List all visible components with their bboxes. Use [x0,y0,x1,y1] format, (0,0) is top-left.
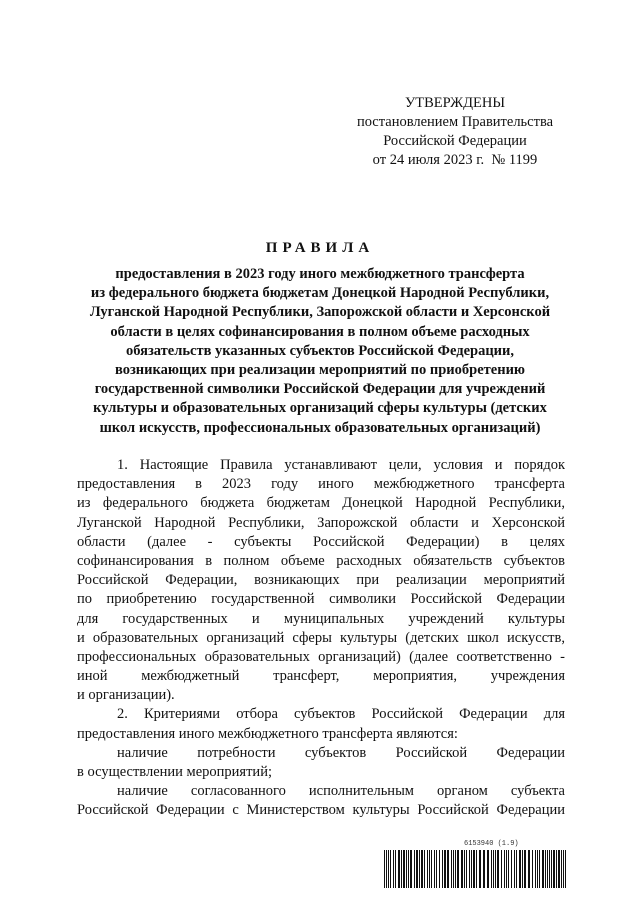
paragraph-1-line: и образовательных организаций сферы культуры (детских школ искусств, [77,629,565,646]
approval-stamp [300,94,610,170]
document-title: ПРАВИЛА [265,240,375,256]
subtitle-line: предоставления в 2023 году иного межбюджетного трансферта [115,266,525,282]
criterion-2-line: Российской Федерации с Министерством культуры Российской Федерации [77,802,565,819]
document-subtitle [40,265,600,438]
paragraph-1-line: и организации). [77,687,175,704]
barcode-code: 6153940 (1.9) [464,840,519,848]
criterion-2-line: наличие согласованного исполнительным органом субъекта [117,783,565,800]
paragraph-1-line: Российской Федерации, возникающих при реализации мероприятий [77,572,565,589]
subtitle-line: государственной символики Российской Федерации для учреждений [94,381,546,398]
subtitle-line: из федерального бюджета бюджетам Донецкой Народной Республики, [90,285,550,302]
subtitle-line: культуры и образовательных организаций сферы культуры (детских [93,400,547,417]
paragraph-1-line: софинансирования в полном объеме расходных обязательств субъектов [77,552,565,569]
paragraph-1-line: из федерального бюджета бюджетам Донецкой Народной Республики, [77,495,565,512]
paragraph-1-line: для государственных и муниципальных учреждений культуры [77,610,565,627]
document-body [77,456,565,821]
approval-decree: постановлением Правительства [356,114,554,130]
paragraph-1-line: иной межбюджетный трансферт, мероприятия, учреждения [77,668,565,685]
barcode-icon [384,850,569,888]
subtitle-line: области в целях софинансирования в полном объеме расходных [110,323,530,340]
paragraph-1-line: области (далее - субъекты Российской Федерации) в целях [77,533,565,550]
criterion-1-line: в осуществлении мероприятий; [77,764,272,780]
approval-date-number: от 24 июля 2023 г. № 1199 [372,152,538,168]
paragraph-1-line: Луганской Народной Республики, Запорожской области и Херсонской [77,514,565,531]
paragraph-1-line: предоставления в 2023 году иного межбюджетного трансферта [77,476,565,493]
paragraph-2-line: 2. Критериями отбора субъектов Российской Федерации для [117,706,565,723]
paragraph-1-line: по приобретению государственной символики Российской Федерации [77,591,565,608]
approval-heading: УТВЕРЖДЕНЫ [404,95,506,111]
barcode [384,840,569,890]
paragraph-2-line: предоставления иного межбюджетного трансферта являются: [77,725,458,742]
criterion-1-line: наличие потребности субъектов Российской Федерации [117,744,565,761]
subtitle-line: возникающих при реализации мероприятий по приобретению [114,362,526,379]
subtitle-line: обязательств указанных субъектов Российской Федерации, [125,342,515,359]
subtitle-line: Луганской Народной Республики, Запорожской области и Херсонской [89,304,551,321]
approval-government: Российской Федерации [383,133,527,149]
subtitle-line: школ искусств, профессиональных образовательных организаций) [99,419,541,436]
paragraph-1-line: 1. Настоящие Правила устанавливают цели, условия и порядок [117,457,565,473]
paragraph-1-line: профессиональных образовательных организаций) (далее соответственно - [77,648,565,665]
